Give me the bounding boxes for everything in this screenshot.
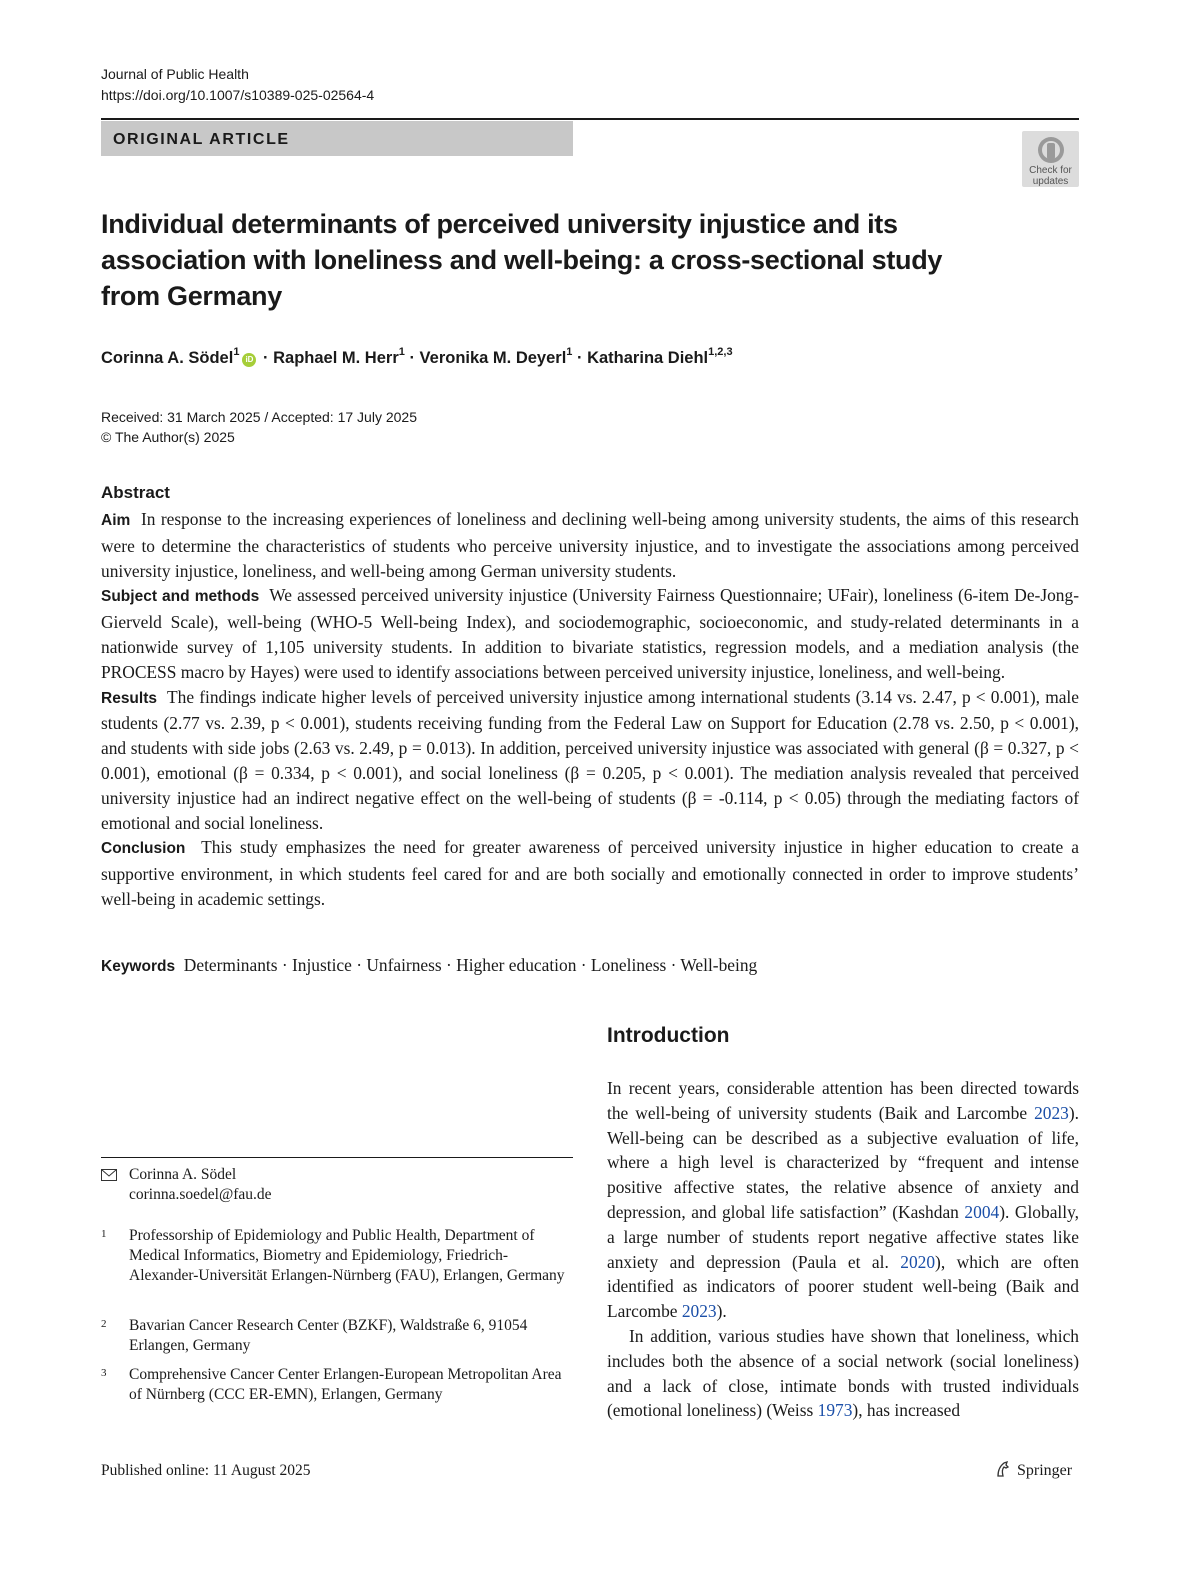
intro-text: ). Well-being can be described as a subjective evaluation of life, where a high level is characterized by “frequent and intense positive affective states, the relative absence of anxiety and depression, and global life satisfaction” (Kashdan [607, 1102, 1079, 1222]
check-updates-line1: Check for [1029, 165, 1072, 176]
article-dates [101, 407, 417, 447]
results-label: Results [101, 689, 157, 707]
citation-link[interactable]: 1973 [817, 1400, 853, 1421]
intro-text: ), has increased [852, 1400, 961, 1421]
aim-text: In response to the increasing experiences of loneliness and declining well-being among university students, the aims of this research were to determine the characteristics of students who perceive university injustice, and to investigate the associations among perceived university injustice, loneliness, and well-being among German university students. [101, 509, 1079, 581]
envelope-icon [101, 1169, 117, 1181]
intro-text: In addition, various studies have shown that loneliness, which includes both the absence of a social network (social loneliness) and a lack of close, intimate bonds with trusted individuals (emotional loneliness) (Weiss [607, 1325, 1079, 1421]
affiliation-number: 3 [101, 1367, 107, 1379]
keywords-label: Keywords [101, 958, 176, 975]
check-updates-line2: updates [1032, 176, 1069, 187]
received-accepted: Received: 31 March 2025 / Accepted: 17 July 2025 [101, 409, 417, 425]
methods-text: We assessed perceived university injustice (University Fairness Questionnaire; UFair), loneliness (6-item De-Jong-Gierveld Scale), well-being (WHO-5 Well-being Index), and sociodemographic, socioeconomic, and study-related determinants in a nationwide survey of 1,105 university students. In addition to bivariate statistics, regression models, and a mediation analysis (the PROCESS macro by Hayes) were used to identify associations between perceived university injustice, loneliness, and well-being. [101, 585, 1079, 682]
contact-name: Corinna A. Södel [129, 1166, 237, 1183]
affiliation-text: Professorship of Epidemiology and Public Health, Department of Medical Informatics, Biometry and Epidemiology, Friedrich-Alexander-Universität Erlangen-Nürnberg (FAU), Erlangen, Germany [129, 1227, 565, 1284]
intro-text: ), which are often identified as indicators of poorer student well-being (Baik and Larcombe [607, 1251, 1079, 1322]
author-name[interactable]: Veronika M. Deyerl [419, 349, 567, 367]
intro-paragraph-1 [607, 1076, 1079, 1324]
author-name[interactable]: Katharina Diehl [587, 349, 709, 367]
aim-label: Aim [101, 512, 131, 529]
intro-paragraph-2 [607, 1324, 1079, 1423]
author-separator: · [572, 349, 588, 367]
author-affiliation-sup: 1 [398, 345, 405, 358]
keywords [101, 953, 757, 979]
introduction-heading: Introduction [607, 1024, 730, 1047]
intro-text: ). [716, 1301, 727, 1322]
keywords-text: Determinants · Injustice · Unfairness · Higher education · Loneliness · Well-being [183, 955, 758, 975]
author-affiliation-sup: 1 [233, 345, 240, 358]
header-rule [101, 118, 1079, 120]
author-name[interactable]: Corinna A. Södel [101, 349, 234, 367]
conclusion-label: Conclusion [101, 840, 186, 858]
intro-text: In recent years, considerable attention has been directed towards the well-being of university students (Baik and Larcombe [607, 1078, 1079, 1123]
footnote-rule [101, 1157, 573, 1158]
abstract-results [101, 685, 1079, 836]
citation-link[interactable]: 2023 [1034, 1102, 1069, 1123]
abstract-body [101, 507, 1079, 912]
abstract-conclusion [101, 835, 1079, 911]
introduction-body [607, 1076, 1079, 1423]
journal-name: Journal of Public Health [101, 66, 249, 82]
affiliation-number: 1 [101, 1228, 107, 1240]
copyright: © The Author(s) 2025 [101, 429, 235, 445]
affiliation-text: Comprehensive Cancer Center Erlangen-European Metropolitan Area of Nürnberg (CCC ER-EMN), Erlangen, Germany [129, 1366, 562, 1403]
author-separator: · [404, 349, 420, 367]
springer-horse-icon [994, 1460, 1012, 1478]
author-list [101, 346, 733, 370]
intro-text: ). Globally, a large number of students report negative affective states like anxiety and depression (Paula et al. [607, 1201, 1079, 1272]
citation-link[interactable]: 2020 [900, 1251, 936, 1272]
journal-header [101, 64, 374, 106]
results-text: The findings indicate higher levels of perceived university injustice among international students (3.14 vs. 2.47, p < 0.001), male students (2.77 vs. 2.39, p < 0.001), students receiving funding from the Federal Law on Support for Education (2.78 vs. 2.50, p < 0.001), and students with side jobs (2.63 vs. 2.49, p = 0.013). In addition, perceived university injustice was associated with general (β = 0.327, p < 0.001), emotional (β = 0.334, p < 0.001), and social loneliness (β = 0.205, p < 0.001). The mediation analysis revealed that perceived university injustice had an indirect negative effect on the well-being of students (β = -0.114, p < 0.05) through the mediating factors of emotional and social loneliness. [101, 686, 1079, 833]
contact-email[interactable]: corinna.soedel@fau.de [129, 1186, 272, 1203]
publisher-name: Springer [1017, 1462, 1073, 1479]
doi-link[interactable]: https://doi.org/10.1007/s10389-025-02564-4 [101, 87, 375, 103]
conclusion-text: This study emphasizes the need for greater awareness of perceived university injustice in higher education to create a supportive environment, in which students feel cared for and are both socially and emotionally connected in order to improve students’ well-being in academic settings. [101, 837, 1079, 909]
publisher-logo [994, 1460, 1072, 1480]
check-updates-icon [1036, 135, 1066, 165]
author-affiliation-sup: 1 [566, 345, 573, 358]
article-type-banner: ORIGINAL ARTICLE [101, 121, 573, 156]
author-name[interactable]: Raphael M. Herr [273, 349, 399, 367]
abstract-methods [101, 583, 1079, 684]
abstract-heading: Abstract [101, 483, 170, 502]
citation-link[interactable]: 2023 [681, 1301, 717, 1322]
affiliation-number: 2 [101, 1318, 107, 1330]
methods-label: Subject and methods [101, 588, 260, 606]
affiliation-text: Bavarian Cancer Research Center (BZKF), Waldstraße 6, 91054 Erlangen, Germany [129, 1317, 528, 1354]
check-for-updates-badge[interactable] [1022, 131, 1079, 187]
article-title: Individual determinants of perceived university injustice and its association with loneliness and well-being: a cross-sectional study from Germany [101, 209, 943, 311]
abstract-aim [101, 507, 1079, 583]
author-affiliation-sup: 1,2,3 [708, 345, 733, 358]
citation-link[interactable]: 2004 [964, 1201, 1000, 1222]
orcid-icon[interactable]: iD [242, 353, 256, 367]
published-online: Published online: 11 August 2025 [101, 1462, 311, 1479]
author-separator: · [258, 349, 274, 367]
